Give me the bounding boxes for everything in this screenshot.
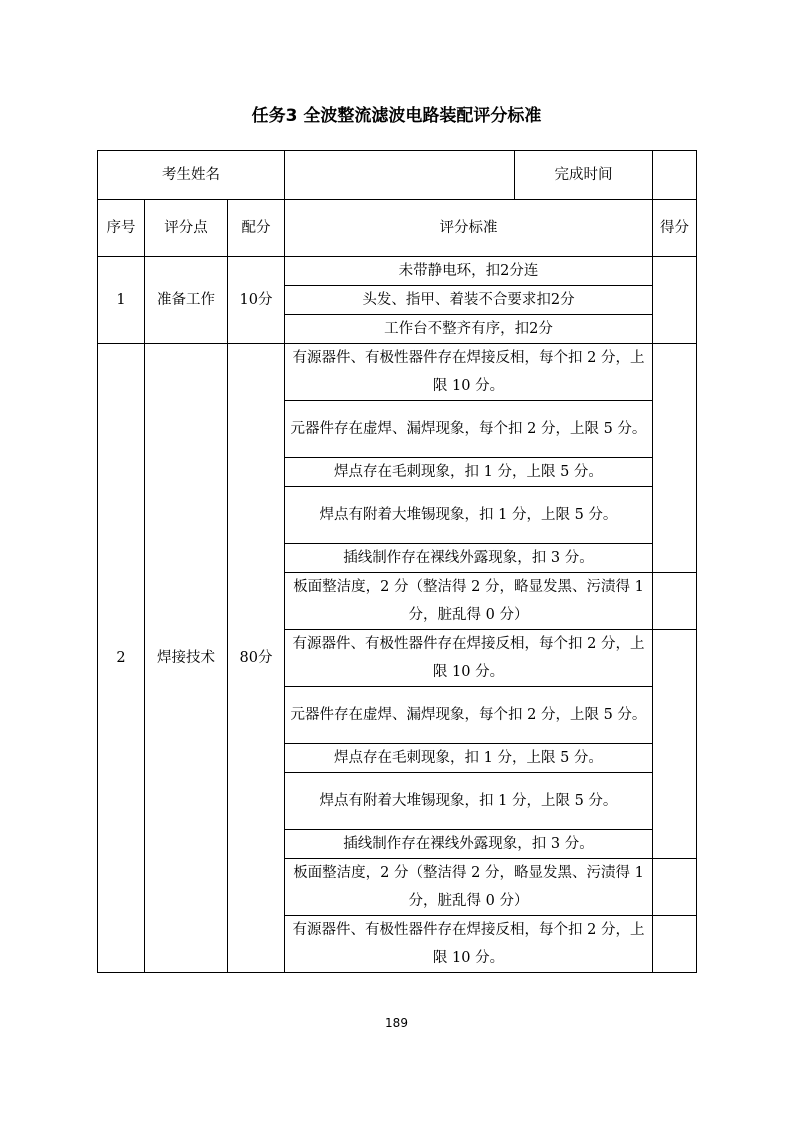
criteria-item: 有源器件、有极性器件存在焊接反相，每个扣 2 分，上限 10 分。 bbox=[285, 916, 653, 973]
page-title: 任务3 全波整流滤波电路装配评分标准 bbox=[251, 106, 542, 126]
completion-time-label: 完成时间 bbox=[515, 151, 653, 200]
section-1-no: 1 bbox=[98, 257, 145, 344]
examinee-name-label: 考生姓名 bbox=[98, 151, 285, 200]
section-2-got-e[interactable] bbox=[653, 916, 697, 973]
section-2-got-b[interactable] bbox=[653, 573, 697, 630]
section-1-got[interactable] bbox=[653, 257, 697, 344]
examinee-row bbox=[98, 151, 697, 200]
criteria-item: 焊点有附着大堆锡现象，扣 1 分，上限 5 分。 bbox=[285, 487, 653, 544]
table-row bbox=[98, 257, 697, 286]
section-2-no: 2 bbox=[98, 344, 145, 973]
criteria-item: 工作台不整齐有序，扣2分 bbox=[285, 315, 653, 344]
section-1-point: 准备工作 bbox=[145, 257, 228, 344]
col-header-criteria: 评分标准 bbox=[285, 200, 653, 257]
criteria-item: 有源器件、有极性器件存在焊接反相，每个扣 2 分，上限 10 分。 bbox=[285, 344, 653, 401]
criteria-item: 头发、指甲、着装不合要求扣2分 bbox=[285, 286, 653, 315]
section-2-point: 焊接技术 bbox=[145, 344, 228, 973]
criteria-item: 焊点有附着大堆锡现象，扣 1 分，上限 5 分。 bbox=[285, 773, 653, 830]
criteria-item: 有源器件、有极性器件存在焊接反相，每个扣 2 分，上限 10 分。 bbox=[285, 630, 653, 687]
grading-table bbox=[97, 150, 697, 973]
completion-time-field[interactable] bbox=[653, 151, 697, 200]
criteria-item: 插线制作存在裸线外露现象，扣 3 分。 bbox=[285, 544, 653, 573]
section-2-got-c[interactable] bbox=[653, 630, 697, 859]
criteria-item: 焊点存在毛刺现象，扣 1 分，上限 5 分。 bbox=[285, 744, 653, 773]
section-2-got-d[interactable] bbox=[653, 859, 697, 916]
col-header-got: 得分 bbox=[653, 200, 697, 257]
examinee-name-field[interactable] bbox=[285, 151, 515, 200]
column-header-row bbox=[98, 200, 697, 257]
criteria-item: 板面整洁度，2 分（整洁得 2 分，略显发黑、污渍得 1 分，脏乱得 0 分） bbox=[285, 859, 653, 916]
col-header-point: 评分点 bbox=[145, 200, 228, 257]
section-2-score: 80分 bbox=[228, 344, 285, 973]
criteria-item: 元器件存在虚焊、漏焊现象，每个扣 2 分，上限 5 分。 bbox=[285, 687, 653, 744]
criteria-item: 未带静电环，扣2分连 bbox=[285, 257, 653, 286]
criteria-item: 元器件存在虚焊、漏焊现象，每个扣 2 分，上限 5 分。 bbox=[285, 401, 653, 458]
section-2-got-a[interactable] bbox=[653, 344, 697, 573]
col-header-score: 配分 bbox=[228, 200, 285, 257]
criteria-item: 板面整洁度，2 分（整洁得 2 分，略显发黑、污渍得 1 分，脏乱得 0 分） bbox=[285, 573, 653, 630]
page-number: 189 bbox=[385, 1016, 408, 1030]
col-header-no: 序号 bbox=[98, 200, 145, 257]
criteria-item: 插线制作存在裸线外露现象，扣 3 分。 bbox=[285, 830, 653, 859]
table-row bbox=[98, 344, 697, 401]
criteria-item: 焊点存在毛刺现象，扣 1 分，上限 5 分。 bbox=[285, 458, 653, 487]
section-1-score: 10分 bbox=[228, 257, 285, 344]
